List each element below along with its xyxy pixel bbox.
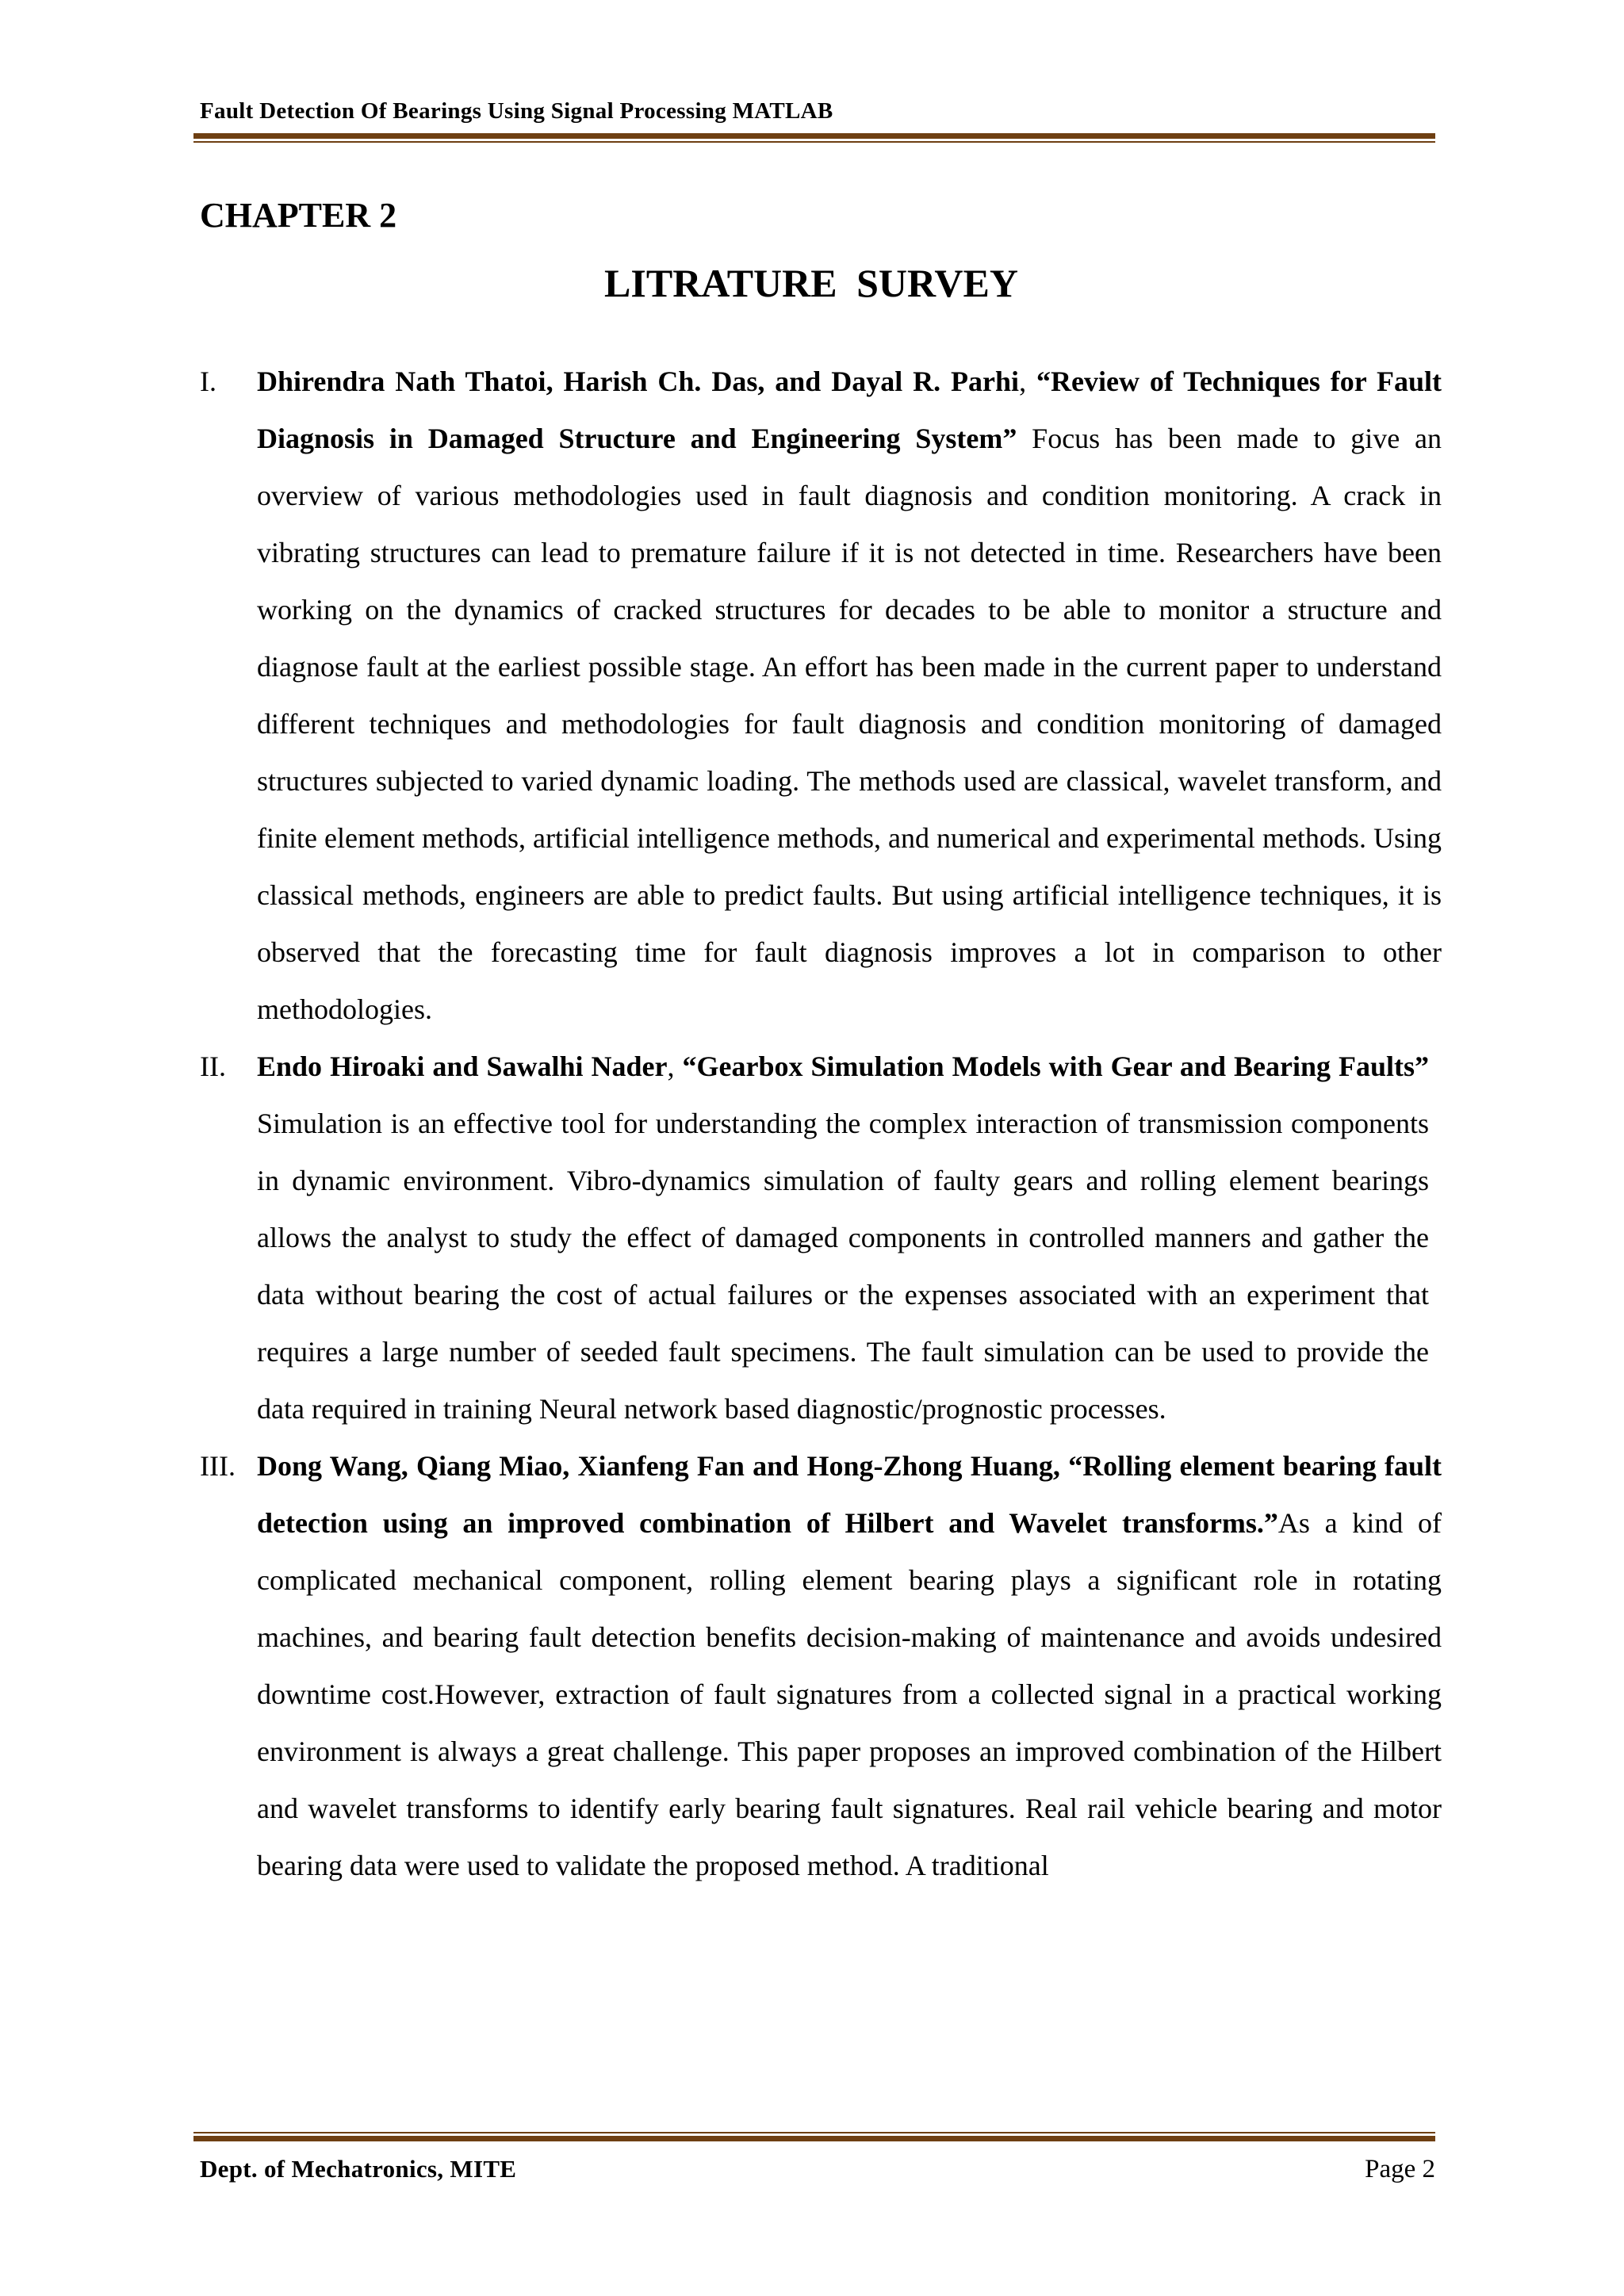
survey-entry <box>200 1038 1442 1437</box>
section-title <box>0 260 1624 306</box>
survey-entry <box>200 353 1442 1038</box>
survey-entry <box>200 1437 1442 1894</box>
entry-title: “Rolling element bearing fault detection using an improved combination of Hilbert and Wavelet transforms.” <box>257 1450 1442 1539</box>
entry-title: “Gearbox Simulation Models with Gear and Bearing Faults” <box>682 1050 1430 1082</box>
entry-authors: Dong Wang, Qiang Miao, Xianfeng Fan and Hong-Zhong Huang, <box>257 1450 1060 1482</box>
literature-survey-list <box>200 353 1442 1894</box>
page-number: Page 2 <box>1365 2155 1435 2183</box>
entry-separator: , <box>1019 365 1036 397</box>
footer-rule <box>193 2132 1435 2141</box>
entry-number: III. <box>200 1450 236 1482</box>
entry-number: I. <box>200 365 216 397</box>
running-header: Fault Detection Of Bearings Using Signal Processing MATLAB <box>200 98 833 124</box>
entry-text <box>257 1437 1442 1894</box>
footer-department: Dept. of Mechatronics, MITE <box>200 2155 517 2183</box>
entry-text <box>257 353 1442 1038</box>
header-rule <box>193 133 1435 143</box>
section-title-text: LITRATURE SURVEY <box>604 261 1018 305</box>
entry-authors: Endo Hiroaki and Sawalhi Nader <box>257 1050 668 1082</box>
entry-number: II. <box>200 1050 226 1082</box>
entry-separator <box>1060 1450 1068 1482</box>
entry-title: “Review of Techniques for Fault Diagnosis in Damaged Structure and Engineering System” <box>257 365 1442 454</box>
entry-text <box>257 1038 1429 1437</box>
entry-authors: Dhirendra Nath Thatoi, Harish Ch. Das, and Dayal R. Parhi <box>257 365 1020 397</box>
entry-body: Simulation is an effective tool for understanding the complex interaction of transmission components in dynamic environment. Vibro-dynamics simulation of faulty gears and rolling element bearings allows the analyst to study the effect of damaged components in controlled manners and gather the data without bearing the cost of actual failures or the expenses associated with an experiment that requires a large number of seeded fault specimens. The fault simulation can be used to provide the data required in training Neural network based diagnostic/prognostic processes. <box>257 1108 1429 1425</box>
entry-separator: , <box>667 1050 683 1082</box>
chapter-label: CHAPTER 2 <box>200 196 397 235</box>
entry-body: As a kind of complicated mechanical component, rolling element bearing plays a significant role in rotating machines, and bearing fault detection benefits decision-making of maintenance and avoids undesired downtime cost.However, extraction of fault signatures from a collected signal in a practical working environment is always a great challenge. This paper proposes an improved combination of the Hilbert and wavelet transforms to identify early bearing fault signatures. Real rail vehicle bearing and motor bearing data were used to validate the proposed method. A traditional <box>257 1507 1442 1881</box>
entry-body: Focus has been made to give an overview of various methodologies used in fault diagnosis and condition monitoring. A crack in vibrating structures can lead to premature failure if it is not detected in time. Researchers have been working on the dynamics of cracked structures for decades to be able to monitor a structure and diagnose fault at the earliest possible stage. An effort has been made in the current paper to understand different techniques and methodologies for fault diagnosis and condition monitoring of damaged structures subjected to varied dynamic loading. The methods used are classical, wavelet transform, and finite element methods, artificial intelligence methods, and numerical and experimental methods. Using classical methods, engineers are able to predict faults. But using artificial intelligence techniques, it is observed that the forecasting time for fault diagnosis improves a lot in comparison to other methodologies. <box>257 423 1442 1025</box>
